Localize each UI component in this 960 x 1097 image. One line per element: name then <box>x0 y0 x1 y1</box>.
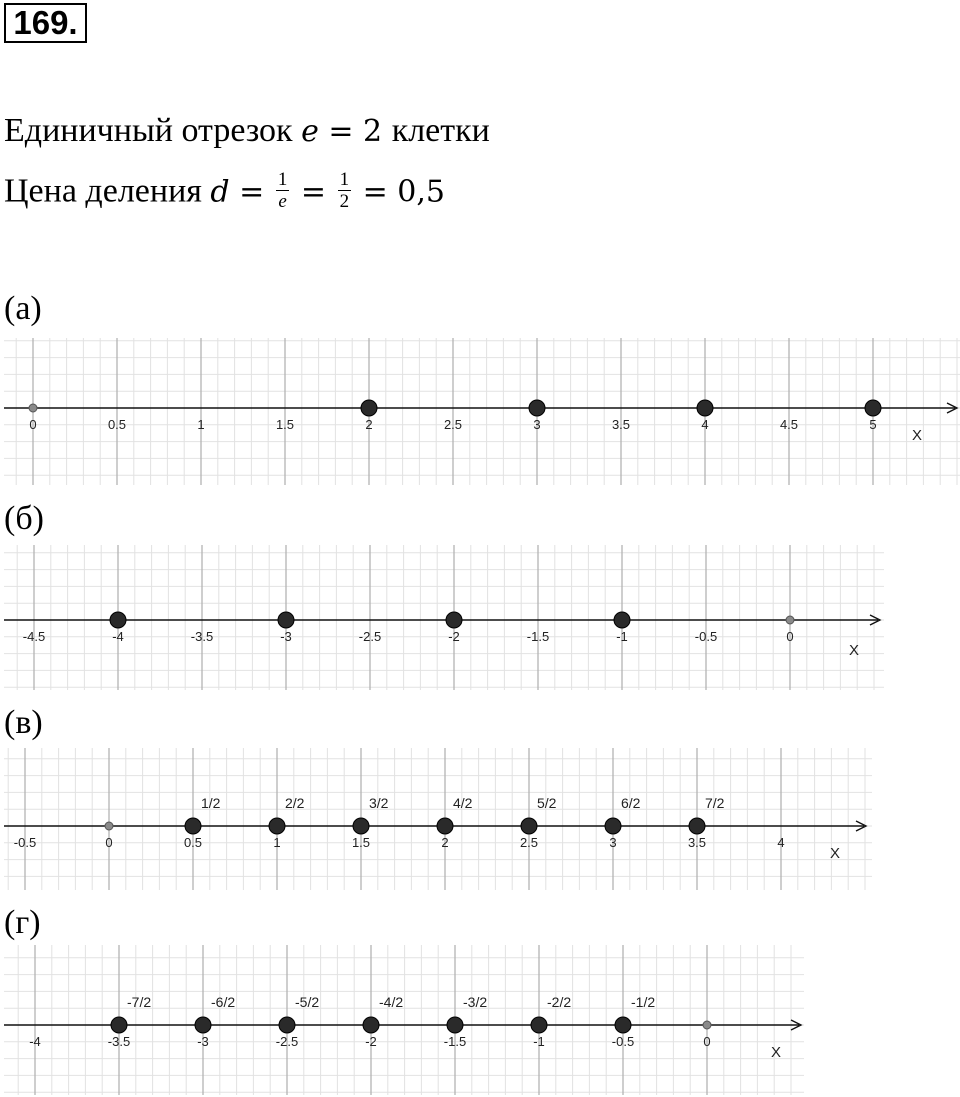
fraction-1-denominator: e <box>278 191 287 212</box>
point-label: 4/2 <box>453 795 473 811</box>
unit-segment-var: e <box>301 114 319 149</box>
point-label: -3/2 <box>463 994 488 1010</box>
tick-label: -3 <box>280 629 292 644</box>
tick-label: 5 <box>869 417 877 432</box>
point-label: -5/2 <box>295 994 320 1010</box>
point-label: -1/2 <box>631 994 656 1010</box>
division-value-prefix: Цена деления <box>4 172 211 210</box>
part-b-label: (б) <box>4 500 44 537</box>
tick-label: -1.5 <box>526 629 550 644</box>
origin-point <box>29 404 37 412</box>
number-line-c <box>4 748 872 890</box>
x-axis-label: X <box>912 427 923 444</box>
number-line-d-svg <box>4 945 804 1095</box>
fraction-1-over-e <box>276 169 290 212</box>
data-point <box>446 612 462 628</box>
fraction-2-denominator: 2 <box>339 191 350 212</box>
tick-label: -4.5 <box>22 629 46 644</box>
division-value-var: d <box>210 174 230 210</box>
point-label: 5/2 <box>537 795 557 811</box>
x-axis-label: X <box>771 1044 782 1061</box>
part-c-label: (в) <box>4 704 43 741</box>
tick-label: 2.5 <box>443 417 463 432</box>
fraction-2-numerator: 1 <box>339 169 350 190</box>
tick-label: 0 <box>703 1034 711 1049</box>
tick-label: -1.5 <box>443 1034 467 1049</box>
data-point <box>521 818 537 834</box>
tick-label: 2.5 <box>519 835 539 850</box>
tick-label: 0.5 <box>183 835 203 850</box>
number-line-d <box>4 945 804 1095</box>
unit-segment-line <box>4 112 490 150</box>
division-eq-1: = <box>229 174 274 210</box>
data-point <box>279 1017 295 1033</box>
tick-label: 1.5 <box>275 417 295 432</box>
unit-segment-suffix: клетки <box>391 112 490 149</box>
data-point <box>361 400 377 416</box>
tick-label: 3.5 <box>611 417 631 432</box>
number-line-a-svg <box>4 338 960 485</box>
tick-label: -4 <box>29 1034 41 1049</box>
division-result: = 0,5 <box>353 174 445 210</box>
tick-label: -0.5 <box>13 835 37 850</box>
point-label: 7/2 <box>705 795 725 811</box>
data-point <box>110 612 126 628</box>
tick-label: -3.5 <box>107 1034 131 1049</box>
tick-label: 3 <box>533 417 541 432</box>
division-value-line <box>4 169 445 215</box>
number-line-b-svg <box>4 545 884 690</box>
number-line-b <box>4 545 884 690</box>
tick-label: 4 <box>777 835 785 850</box>
data-point <box>529 400 545 416</box>
data-point <box>689 818 705 834</box>
tick-label: -2 <box>448 629 460 644</box>
tick-label: -2.5 <box>358 629 382 644</box>
tick-label: 0.5 <box>107 417 127 432</box>
point-label: -2/2 <box>547 994 572 1010</box>
tick-label: 4.5 <box>779 417 799 432</box>
data-point <box>614 612 630 628</box>
unit-segment-eq: = 2 <box>318 114 392 149</box>
data-point <box>697 400 713 416</box>
tick-label: 1.5 <box>351 835 371 850</box>
origin-point <box>105 822 113 830</box>
tick-label: 2 <box>365 417 373 432</box>
x-axis-label: X <box>830 845 841 862</box>
origin-point <box>786 616 794 624</box>
tick-label: 0 <box>29 417 37 432</box>
tick-label: -0.5 <box>694 629 718 644</box>
unit-segment-prefix: Единичный отрезок <box>4 112 302 149</box>
tick-label: -3.5 <box>190 629 214 644</box>
tick-label: 4 <box>701 417 709 432</box>
division-eq-2: = <box>291 174 336 210</box>
x-axis-label: X <box>849 642 860 659</box>
data-point <box>185 818 201 834</box>
data-point <box>278 612 294 628</box>
origin-point <box>703 1021 711 1029</box>
data-point <box>111 1017 127 1033</box>
data-point <box>363 1017 379 1033</box>
tick-label: 1 <box>273 835 281 850</box>
point-label: 6/2 <box>621 795 641 811</box>
tick-label: 2 <box>441 835 449 850</box>
point-label: -7/2 <box>127 994 152 1010</box>
tick-label: 3 <box>609 835 617 850</box>
tick-label: -2 <box>365 1034 377 1049</box>
data-point <box>531 1017 547 1033</box>
fraction-1-numerator: 1 <box>277 169 288 190</box>
point-label: 1/2 <box>201 795 221 811</box>
tick-label: -4 <box>112 629 124 644</box>
data-point <box>353 818 369 834</box>
tick-label: -1 <box>616 629 628 644</box>
tick-label: -0.5 <box>611 1034 635 1049</box>
point-label: 2/2 <box>285 795 305 811</box>
tick-label: 0 <box>786 629 794 644</box>
point-label: 3/2 <box>369 795 389 811</box>
tick-label: -2.5 <box>275 1034 299 1049</box>
data-point <box>269 818 285 834</box>
point-label: -4/2 <box>379 994 404 1010</box>
tick-label: -3 <box>197 1034 209 1049</box>
data-point <box>865 400 881 416</box>
data-point <box>605 818 621 834</box>
point-label: -6/2 <box>211 994 236 1010</box>
tick-label: 3.5 <box>687 835 707 850</box>
number-line-a <box>4 338 960 485</box>
fraction-1-over-2 <box>338 169 352 212</box>
data-point <box>437 818 453 834</box>
part-d-label: (г) <box>4 904 41 941</box>
data-point <box>615 1017 631 1033</box>
problem-number: 169. <box>4 3 87 43</box>
data-point <box>195 1017 211 1033</box>
part-a-label: (а) <box>4 290 42 327</box>
tick-label: 1 <box>197 417 205 432</box>
data-point <box>447 1017 463 1033</box>
number-line-c-svg <box>4 748 872 890</box>
tick-label: 0 <box>105 835 113 850</box>
tick-label: -1 <box>533 1034 545 1049</box>
